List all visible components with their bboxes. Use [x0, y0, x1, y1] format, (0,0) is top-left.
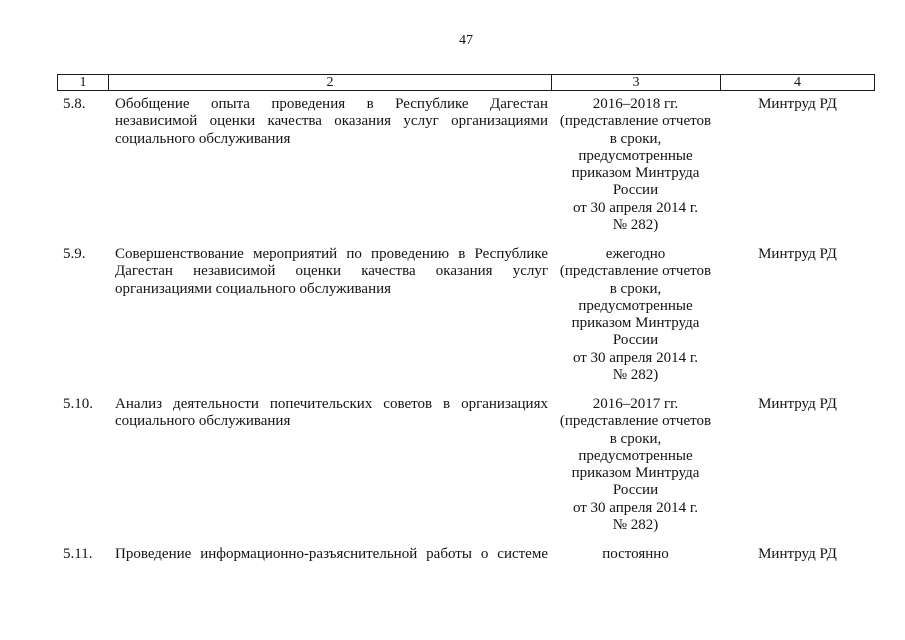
term-line: № 282)	[612, 367, 659, 384]
description-line: Проведение информационно-разъяснительной работы о системе	[115, 546, 548, 562]
term-line: приказом Минтруда	[571, 165, 700, 182]
term-line: (представление отчетов	[559, 113, 712, 130]
term-line: России	[612, 482, 659, 499]
term-line: предусмотренные	[578, 147, 693, 164]
executor-cell: Минтруд РД	[758, 396, 837, 412]
term-line: приказом Минтруда	[571, 315, 700, 332]
description-line: Совершенствование мероприятий по проведению в Республике	[115, 246, 548, 262]
term-line: № 282)	[612, 217, 659, 234]
description-line: организациями социального обслуживания	[115, 280, 392, 297]
row-number: 5.9.	[63, 246, 86, 262]
term-line: постоянно	[602, 546, 669, 562]
term-line: от 30 апреля 2014 г.	[572, 199, 699, 216]
description-line: независимой оценки качества оказания услуг организациями	[115, 113, 548, 130]
term-cell	[551, 246, 720, 384]
header-column-4: 4	[720, 75, 874, 90]
term-line: предусмотренные	[578, 297, 693, 314]
page-number: 47	[459, 33, 473, 48]
term-line: приказом Минтруда	[571, 465, 700, 482]
term-line: России	[612, 332, 659, 349]
term-line: предусмотренные	[578, 447, 693, 464]
row-number: 5.10.	[63, 396, 93, 412]
row-number: 5.11.	[63, 546, 93, 562]
executor-cell: Минтруд РД	[758, 96, 837, 112]
term-line: в сроки,	[609, 280, 662, 297]
description-line: социального обслуживания	[115, 130, 291, 147]
term-line: № 282)	[612, 517, 659, 534]
term-line: (представление отчетов	[559, 263, 712, 280]
term-line: (представление отчетов	[559, 413, 712, 430]
description-cell	[115, 96, 548, 148]
term-line: в сроки,	[609, 130, 662, 147]
description-cell	[115, 546, 548, 563]
term-line: 2016–2018 гг.	[592, 96, 679, 112]
term-line: ежегодно	[605, 246, 666, 262]
executor-cell: Минтруд РД	[758, 546, 837, 562]
description-cell	[115, 246, 548, 298]
term-line: 2016–2017 гг.	[592, 396, 679, 412]
header-column-1: 1	[79, 75, 87, 90]
description-cell	[115, 396, 548, 431]
description-line: Дагестан независимой оценки качества оказания услуг	[115, 263, 548, 280]
term-line: России	[612, 182, 659, 199]
header-column-2: 2	[108, 75, 551, 90]
description-line: социального обслуживания	[115, 413, 291, 430]
term-line: от 30 апреля 2014 г.	[572, 499, 699, 516]
term-cell	[551, 96, 720, 234]
term-line: в сроки,	[609, 430, 662, 447]
description-line: Анализ деятельности попечительских советов в организациях	[115, 396, 548, 412]
term-cell	[551, 546, 720, 563]
executor-cell: Минтруд РД	[758, 246, 837, 262]
description-line: Обобщение опыта проведения в Республике Дагестан	[115, 96, 548, 112]
term-line: от 30 апреля 2014 г.	[572, 349, 699, 366]
header-column-3: 3	[551, 75, 720, 90]
term-cell	[551, 396, 720, 534]
row-number: 5.8.	[63, 96, 86, 112]
